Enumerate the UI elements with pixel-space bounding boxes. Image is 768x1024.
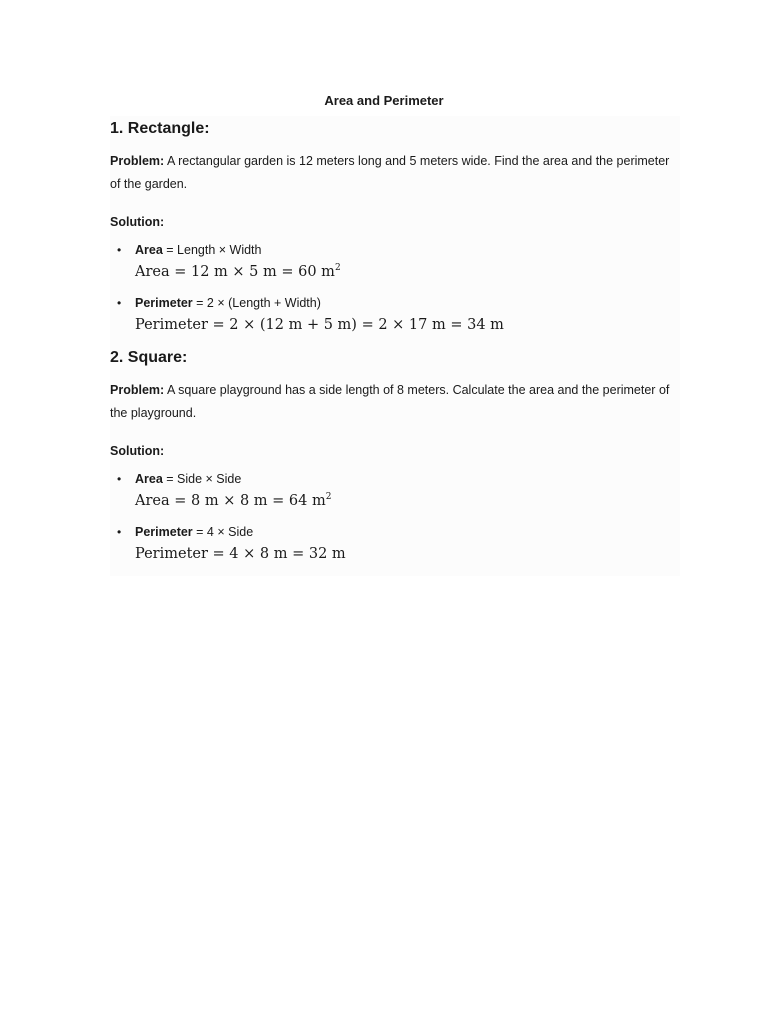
formula-text: = Side × Side (162, 472, 242, 486)
problem-text: A rectangular garden is 12 meters long and 5 meters wide. Find the area and the perimeter of the garden. (110, 154, 670, 191)
solution-list (110, 470, 680, 565)
document-title: Area and Perimeter (324, 93, 444, 108)
document-content (110, 116, 680, 576)
list-item (110, 470, 680, 512)
problem-statement (110, 379, 680, 425)
formula-description (135, 523, 680, 541)
section-heading: 1. Rectangle: (110, 120, 210, 137)
formula-term: Perimeter (135, 525, 193, 539)
formula-description (135, 294, 680, 312)
math-equation (135, 490, 680, 512)
formula-text: = 4 × Side (192, 525, 254, 539)
formula-description (135, 241, 680, 259)
formula-term: Area (135, 243, 163, 257)
math-expression: Perimeter = 2 × (12 m + 5 m) = 2 × 17 m = 34 m (135, 317, 504, 333)
section-square (110, 347, 680, 565)
problem-label: Problem: (110, 154, 165, 168)
math-expression: Perimeter = 4 × 8 m = 32 m (135, 546, 346, 562)
math-expression: Area = 8 m × 8 m = 64 m (135, 493, 326, 509)
solution-list (110, 241, 680, 336)
math-equation (135, 543, 680, 565)
problem-text: A square playground has a side length of 8 meters. Calculate the area and the perimeter of the playground. (110, 383, 670, 420)
math-exponent: 2 (325, 492, 332, 502)
problem-label: Problem: (110, 383, 165, 397)
list-item (110, 294, 680, 336)
math-equation (135, 261, 680, 283)
formula-text: = 2 × (Length + Width) (192, 296, 321, 310)
bullet-icon: • (117, 525, 122, 539)
bullet-icon: • (117, 472, 122, 486)
formula-term: Perimeter (135, 296, 193, 310)
solution-label: Solution: (110, 215, 165, 229)
formula-text: = Length × Width (162, 243, 262, 257)
problem-statement (110, 150, 680, 196)
list-item (110, 523, 680, 565)
math-exponent: 2 (334, 263, 341, 273)
section-heading: 2. Square: (110, 349, 188, 366)
list-item (110, 241, 680, 283)
bullet-icon: • (117, 296, 122, 310)
section-rectangle (110, 118, 680, 336)
solution-label: Solution: (110, 444, 165, 458)
formula-description (135, 470, 680, 488)
bullet-icon: • (117, 243, 122, 257)
math-expression: Area = 12 m × 5 m = 60 m (135, 264, 335, 280)
formula-term: Area (135, 472, 163, 486)
math-equation (135, 314, 680, 336)
